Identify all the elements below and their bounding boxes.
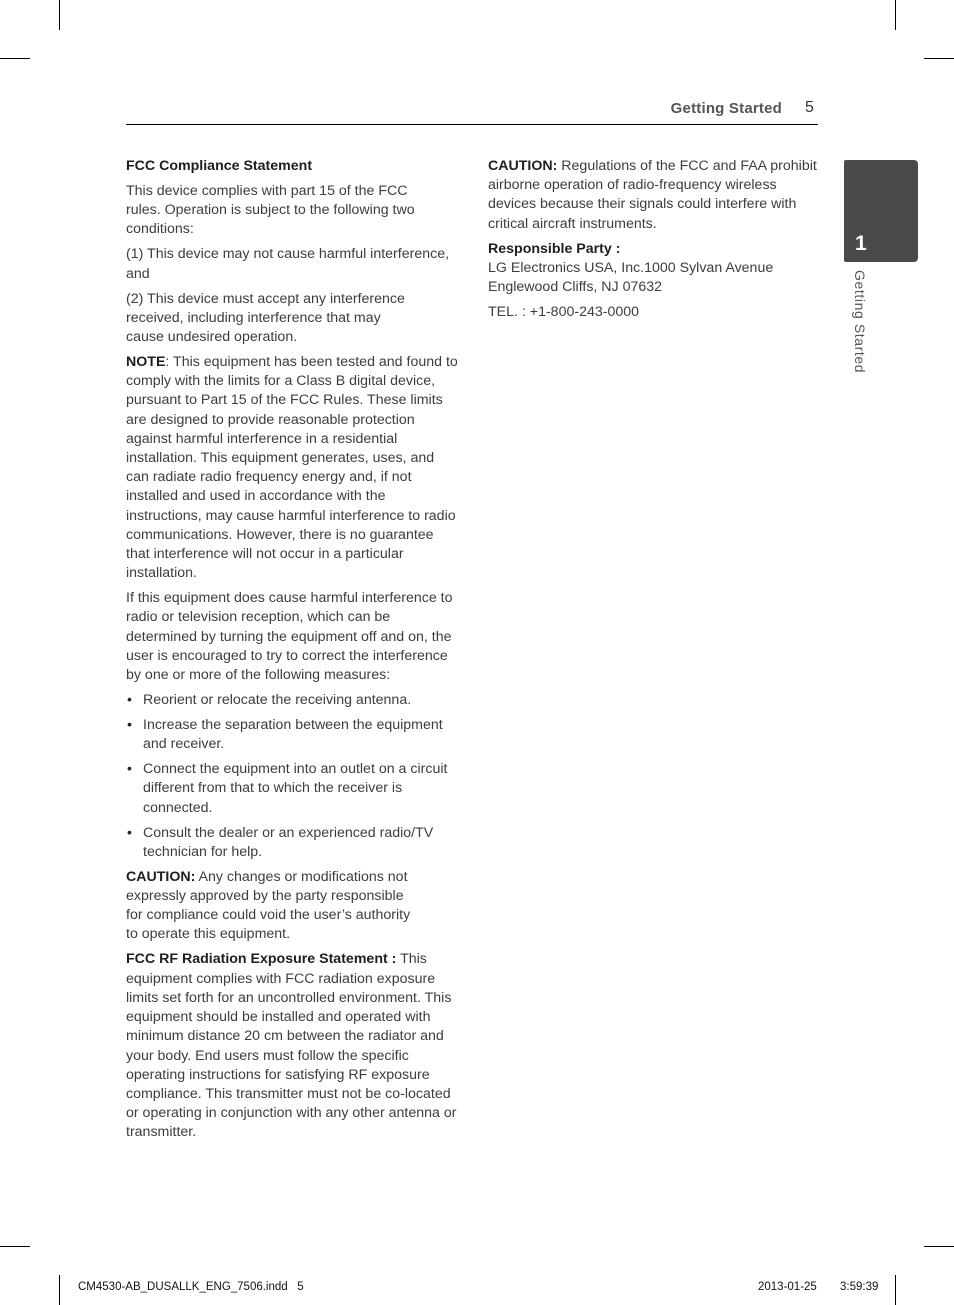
list-item <box>126 760 458 818</box>
condition-2: (2) This device must accept any interference received, including interference that may cause undesired operation. <box>126 290 405 346</box>
crop-mark <box>59 1275 60 1305</box>
caution-label: CAUTION: <box>126 868 196 885</box>
rf-exposure-label: FCC RF Radiation Exposure Statement : <box>126 951 397 968</box>
chapter-label: Getting Started <box>852 270 868 374</box>
left-column <box>126 157 458 1148</box>
crop-mark <box>59 0 60 30</box>
crop-mark <box>0 58 30 59</box>
list-item-text: Increase the separation between the equipment and receiver. <box>143 717 443 753</box>
footer-date: 2013-01-25 <box>758 1281 817 1293</box>
rf-exposure-paragraph <box>126 950 458 1142</box>
faa-caution-text: Regulations of the FCC and FAA prohibit airborne operation of radio-frequency wireless devices because their signals could interfere with critical aircraft instruments. <box>488 158 817 232</box>
crop-mark <box>895 1275 896 1305</box>
list-item-text: Reorient or relocate the receiving antenna. <box>143 692 412 709</box>
list-item <box>126 716 458 754</box>
footer-filename: CM4530-AB_DUSALLK_ENG_7506.indd 5 <box>78 1281 304 1293</box>
footer-time: 3:59:39 <box>840 1281 879 1293</box>
note-text: : This equipment has been tested and found to comply with the limits for a Class B digital device, pursuant to Part 15 of the FCC Rules. These limits are designed to provide reasonable protection against harmful interference in a residential installation. This equipment generates, uses, and can radiate radio frequency energy and, if not installed and used in accordance with the instructions, may cause harmful interference to radio communications. However, there is no guarantee that interference will not occur in a particular installation. <box>126 354 458 582</box>
list-item-text: Consult the dealer or an experienced radio/TV technician for help. <box>143 824 434 860</box>
responsible-address-line1: LG Electronics USA, Inc.1000 Sylvan Avenue <box>488 259 774 276</box>
caution-paragraph <box>126 868 416 945</box>
chapter-number: 1 <box>855 232 867 255</box>
crop-mark <box>0 1246 30 1247</box>
bullet-icon: • <box>127 824 132 841</box>
bullet-icon: • <box>127 761 132 778</box>
bullet-icon: • <box>127 692 132 709</box>
header-divider <box>126 124 818 125</box>
measures-intro: If this equipment does cause harmful interference to radio or television reception, which can be determined by turning the equipment off and on, the user is encouraged to try to correct the interference by one or more of the following measures: <box>126 590 453 684</box>
crop-mark <box>924 58 954 59</box>
note-paragraph <box>126 353 458 583</box>
responsible-address-line2: Englewood Cliffs, NJ 07632 <box>488 279 663 296</box>
faa-caution-label: CAUTION: <box>488 158 558 174</box>
section-title: Getting Started <box>670 100 782 117</box>
fcc-intro: This device complies with part 15 of the FCC rules. Operation is subject to the following two conditions: <box>126 183 415 238</box>
condition-1: (1) This device may not cause harmful interference, and <box>126 246 450 282</box>
list-item <box>126 824 458 862</box>
crop-mark <box>924 1246 954 1247</box>
bullet-icon: • <box>127 717 132 734</box>
telephone: TEL. : +1-800-243-0000 <box>488 304 640 321</box>
rf-exposure-text: This equipment complies with FCC radiation exposure limits set forth for an uncontrolled environment. This equipment should be installed and operated with minimum distance 20 cm between the radiator and your body. End users must follow the specific operating instructions for satisfying RF exposure compliance. This transmitter must not be co-located or operating in conjunction with any other antenna or transmitter. <box>126 951 457 1141</box>
list-item <box>126 691 458 710</box>
crop-mark <box>895 0 896 30</box>
right-column <box>488 157 820 328</box>
fcc-heading: FCC Compliance Statement <box>126 158 313 174</box>
list-item-text: Connect the equipment into an outlet on a circuit different from that to which the receiver is connected. <box>143 761 448 816</box>
responsible-party-label: Responsible Party : <box>488 240 621 257</box>
note-label: NOTE <box>126 354 166 371</box>
faa-caution-paragraph <box>488 157 820 234</box>
caution-text: Any changes or modifications not expressly approved by the party responsible for compliance could void the user’s authority to operate this equipment. <box>126 868 411 943</box>
page-number: 5 <box>805 99 814 116</box>
measures-list <box>126 691 458 862</box>
